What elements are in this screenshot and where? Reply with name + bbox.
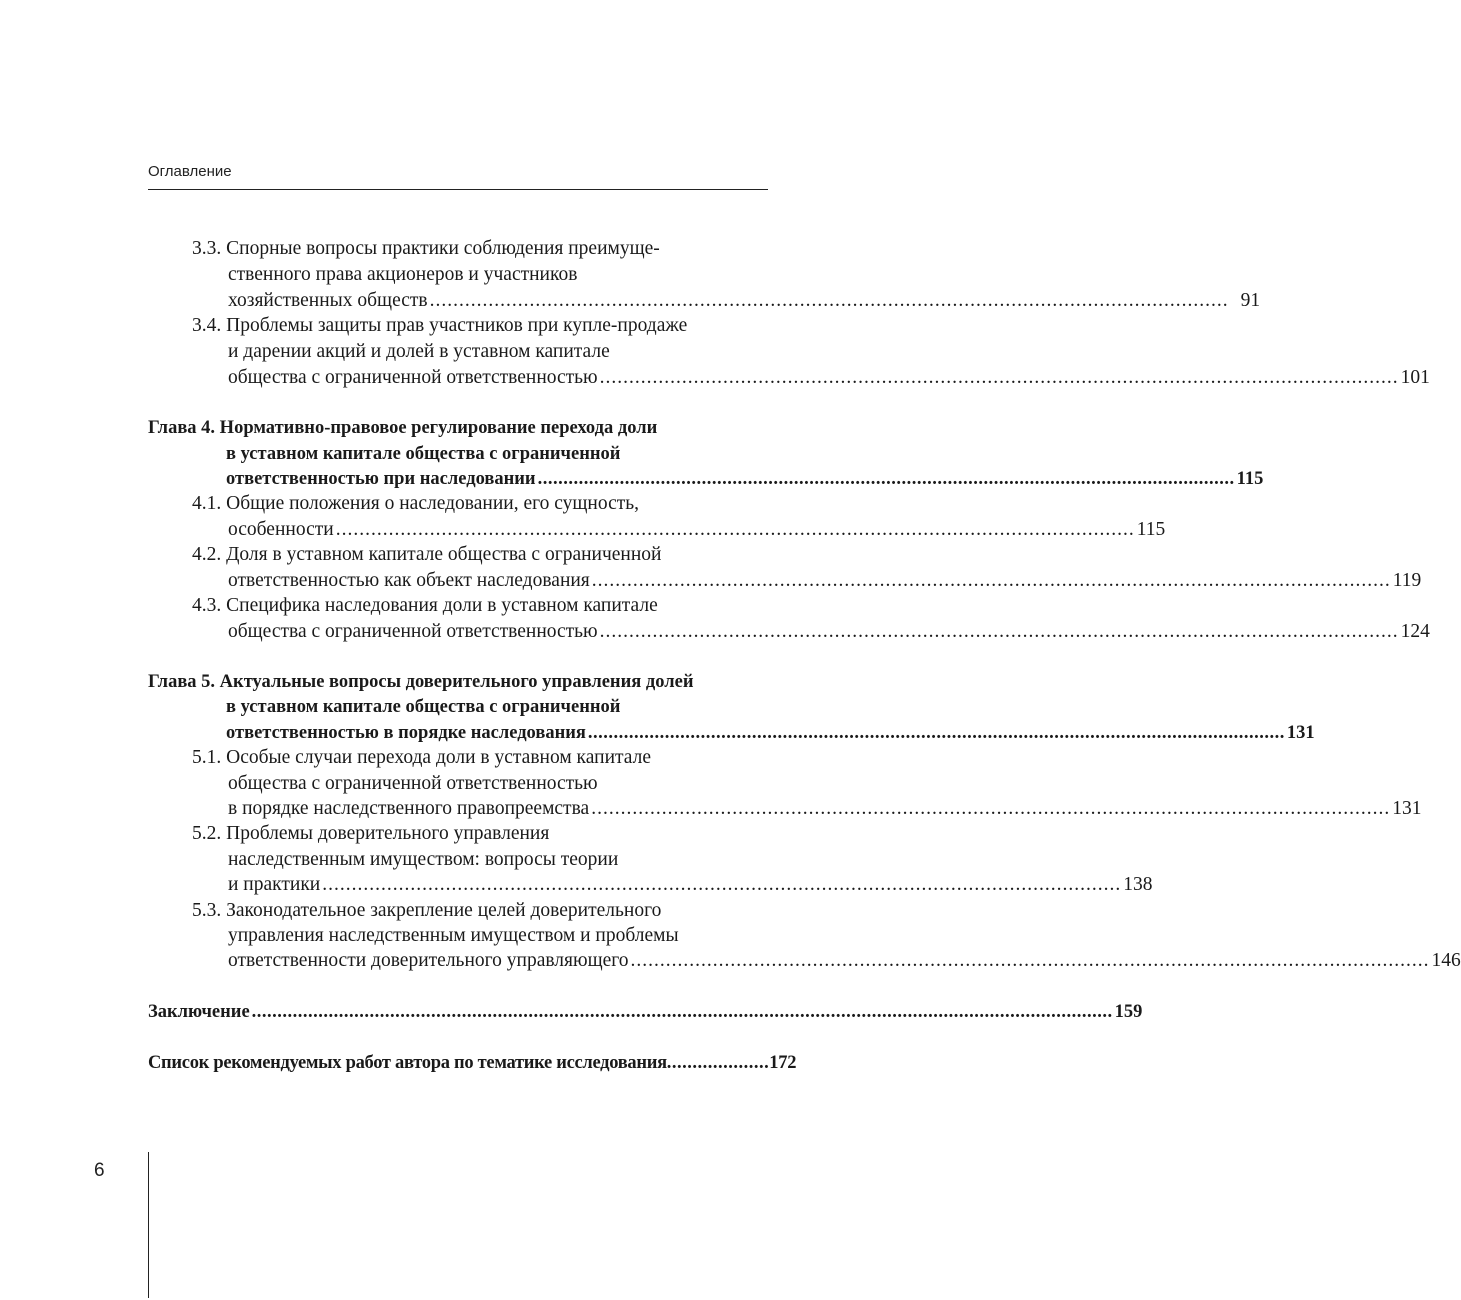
toc-section-3-4-line-2: и дарении акций и долей в уставном капитале <box>228 341 610 362</box>
toc-chapter-5-line-1: Глава 5. Актуальные вопросы доверительного управления долей <box>148 672 694 692</box>
toc-entry-chapter-5[interactable]: ответственностью в порядке наследования ........................................................................................................................................ 131 <box>226 720 766 746</box>
toc-entry-bibliography[interactable]: Список рекомендуемых работ автора по тематике исследования .................... 172 <box>148 1050 766 1076</box>
dot-leader: ........................................................................................................................................ <box>322 874 1122 895</box>
dot-leader: ........................................................................................................................................ <box>429 290 1229 311</box>
header-rule <box>148 189 768 190</box>
toc-entry-4-3[interactable]: общества с ограниченной ответственностью ........................................................................................................................................ 124 <box>228 619 762 645</box>
page-number: 138 <box>1123 874 1153 895</box>
toc-entry-chapter-4[interactable]: ответственностью при наследовании ........................................................................................................................................ 115 <box>226 466 766 492</box>
dot-leader: ........................................................................................................................................ <box>591 798 1391 819</box>
toc-section-5-3-line-1: 5.3. Законодательное закрепление целей доверительного <box>192 900 662 921</box>
toc-entry-5-2[interactable]: и практики ........................................................................................................................................ 138 <box>228 872 762 898</box>
toc-section-3-4-line-1: 3.4. Проблемы защиты прав участников при купле-продаже <box>192 315 688 336</box>
dot-leader: .................... <box>666 1053 770 1073</box>
toc-entry-conclusion[interactable]: Заключение ........................................................................................................................................................................ 159 <box>148 999 766 1025</box>
margin-rule <box>148 1152 149 1298</box>
toc-entry-3-3[interactable]: хозяйственных обществ ........................................................................................................................................ 91 <box>228 288 762 314</box>
toc-section-5-2-line-2: наследственным имуществом: вопросы теории <box>228 849 619 870</box>
page-number: 91 <box>1240 290 1261 311</box>
dot-leader: ........................................................................................................................................ <box>591 570 1391 591</box>
page-number: 115 <box>1236 469 1264 489</box>
page-number: 115 <box>1136 519 1166 540</box>
toc-entry-4-1[interactable]: особенности ........................................................................................................................................ 115 <box>228 517 762 543</box>
dot-leader: ........................................................................................................................................ <box>599 367 1399 388</box>
toc-section-3-3-line-1: 3.3. Спорные вопросы практики соблюдения преимуще- <box>192 238 660 259</box>
page-number: 124 <box>1400 621 1430 642</box>
toc-chapter-5-line-2: в уставном капитале общества с ограниченной <box>226 697 621 717</box>
dot-leader: ........................................................................................................................................ <box>599 621 1399 642</box>
dot-leader: ........................................................................................................................................................................ <box>251 1002 1113 1022</box>
toc-entry-3-4[interactable]: общества с ограниченной ответственностью ........................................................................................................................................ 101 <box>228 365 762 391</box>
page-number: 101 <box>1400 367 1430 388</box>
toc-entry-5-3[interactable]: ответственности доверительного управляющего ........................................................................................................................................ 146 <box>228 948 762 974</box>
toc-section-5-2-line-1: 5.2. Проблемы доверительного управления <box>192 823 550 844</box>
page-number: 146 <box>1431 950 1461 971</box>
page-number: 131 <box>1392 798 1422 819</box>
toc-entry-4-2[interactable]: ответственностью как объект наследования ........................................................................................................................................ 119 <box>228 568 762 594</box>
page-number: 172 <box>769 1053 797 1073</box>
toc-section-4-2-line-1: 4.2. Доля в уставном капитале общества с ограниченной <box>192 544 662 565</box>
toc-section-5-1-line-1: 5.1. Особые случаи перехода доли в уставном капитале <box>192 747 651 768</box>
dot-leader: ........................................................................................................................................ <box>587 723 1285 743</box>
page-number: 119 <box>1392 570 1422 591</box>
page-number: 159 <box>1114 1002 1143 1022</box>
toc-section-4-1-line-1: 4.1. Общие положения о наследовании, его сущность, <box>192 493 640 514</box>
toc-entry-5-1[interactable]: в порядке наследственного правопреемства ........................................................................................................................................ 131 <box>228 796 762 822</box>
page-number: 131 <box>1286 723 1315 743</box>
running-head: Оглавление <box>148 163 232 180</box>
dot-leader: ........................................................................................................................................ <box>537 469 1235 489</box>
toc-section-4-3-line-1: 4.3. Специфика наследования доли в уставном капитале <box>192 595 658 616</box>
toc-chapter-4-line-2: в уставном капитале общества с ограниченной <box>226 444 621 464</box>
toc-section-5-3-line-2: управления наследственным имуществом и проблемы <box>228 925 679 946</box>
toc-section-3-3-line-2: ственного права акционеров и участников <box>228 264 578 285</box>
dot-leader: ........................................................................................................................................ <box>630 950 1430 971</box>
toc-chapter-4-line-1: Глава 4. Нормативно-правовое регулирование перехода доли <box>148 418 658 438</box>
page-number-footer: 6 <box>94 1160 105 1181</box>
dot-leader: ........................................................................................................................................ <box>335 519 1135 540</box>
toc-section-5-1-line-2: общества с ограниченной ответственностью <box>228 773 598 794</box>
